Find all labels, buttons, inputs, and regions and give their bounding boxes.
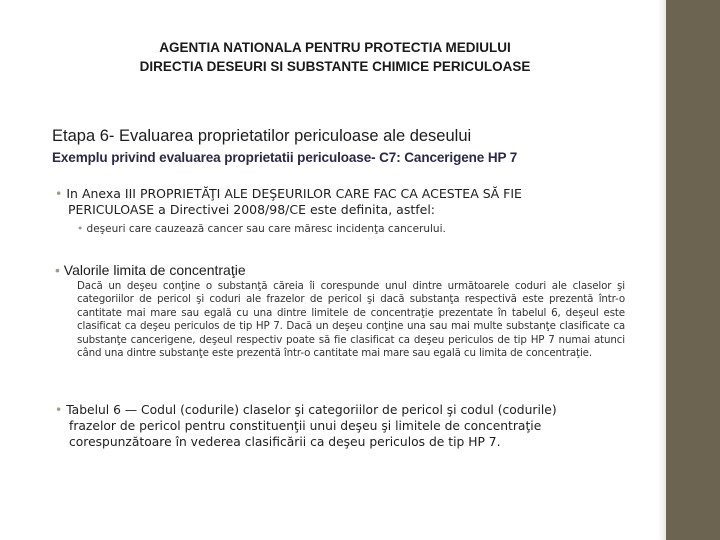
sub-bullet-definition: [77, 223, 446, 235]
bullet-marker: •: [55, 262, 60, 278]
slide-edge-shadow: [658, 0, 666, 540]
bullet-tabelul-line3: corespunzătoare în vederea clasificării ca deşeu periculos de tip HP 7.: [69, 435, 501, 449]
paragraph-concentration: Dacă un deşeu conţine o substanţă căreia îi corespunde unul dintre următoarele coduri ale claselor şi categoriilor de pericol şi coduri ale frazelor de pericol şi dacă substanţa respectivă este prezentă într-o cantitate mai mare sau egală cu una dintre limitele de concentraţie prezentate în tabelul 6, deşeul este clasificat ca deşeu periculos de tip HP 7. Dacă un deşeu conţine una sau mai multe substanţe clasificate ca substanţe cancerigene, deşeul respectiv poate să fie clasificat ca deşeu periculos de tip HP 7 numai atunci când una dintre substanţe este prezentă într-o cantitate mai mare sau egală cu limita de concentraţie.: [77, 280, 625, 360]
bullet-anexa-line2: PERICULOASE a Directivei 2008/98/CE este definita, astfel:: [68, 202, 436, 217]
bullet-anexa: [55, 186, 635, 218]
bullet-marker: •: [55, 186, 63, 201]
bullet-valorile: [55, 262, 246, 278]
header-agency: AGENTIA NATIONALA PENTRU PROTECTIA MEDIULUI: [159, 40, 511, 55]
accent-strip: [666, 0, 720, 540]
section-title: Etapa 6- Evaluarea proprietatilor periculoase ale deseului: [52, 127, 472, 145]
header-directorate: DIRECTIA DESEURI SI SUBSTANTE CHIMICE PERICULOASE: [139, 59, 531, 74]
slide-header: [60, 38, 610, 76]
bullet-marker: •: [55, 403, 63, 417]
bullet-tabelul-line1: Tabelul 6 — Codul (codurile) claselor şi categoriilor de pericol şi codul (codurile): [66, 403, 557, 417]
bullet-tabelul-line2: frazelor de pericol pentru constituenţii unui deşeu şi limitele de concentraţie: [69, 419, 542, 433]
section-subtitle: Exemplu privind evaluarea proprietatii periculoase- C7: Cancerigene HP 7: [52, 150, 518, 165]
bullet-marker: •: [77, 223, 84, 235]
bullet-anexa-line1: In Anexa III PROPRIETĂŢI ALE DEŞEURILOR CARE FAC CA ACESTEA SĂ FIE: [66, 186, 522, 201]
bullet-tabelul: [55, 402, 645, 450]
sub-bullet-text: deşeuri care cauzează cancer sau care măresc incidenţa cancerului.: [86, 223, 446, 235]
bullet-valorile-text: Valorile limita de concentraţie: [63, 262, 246, 278]
